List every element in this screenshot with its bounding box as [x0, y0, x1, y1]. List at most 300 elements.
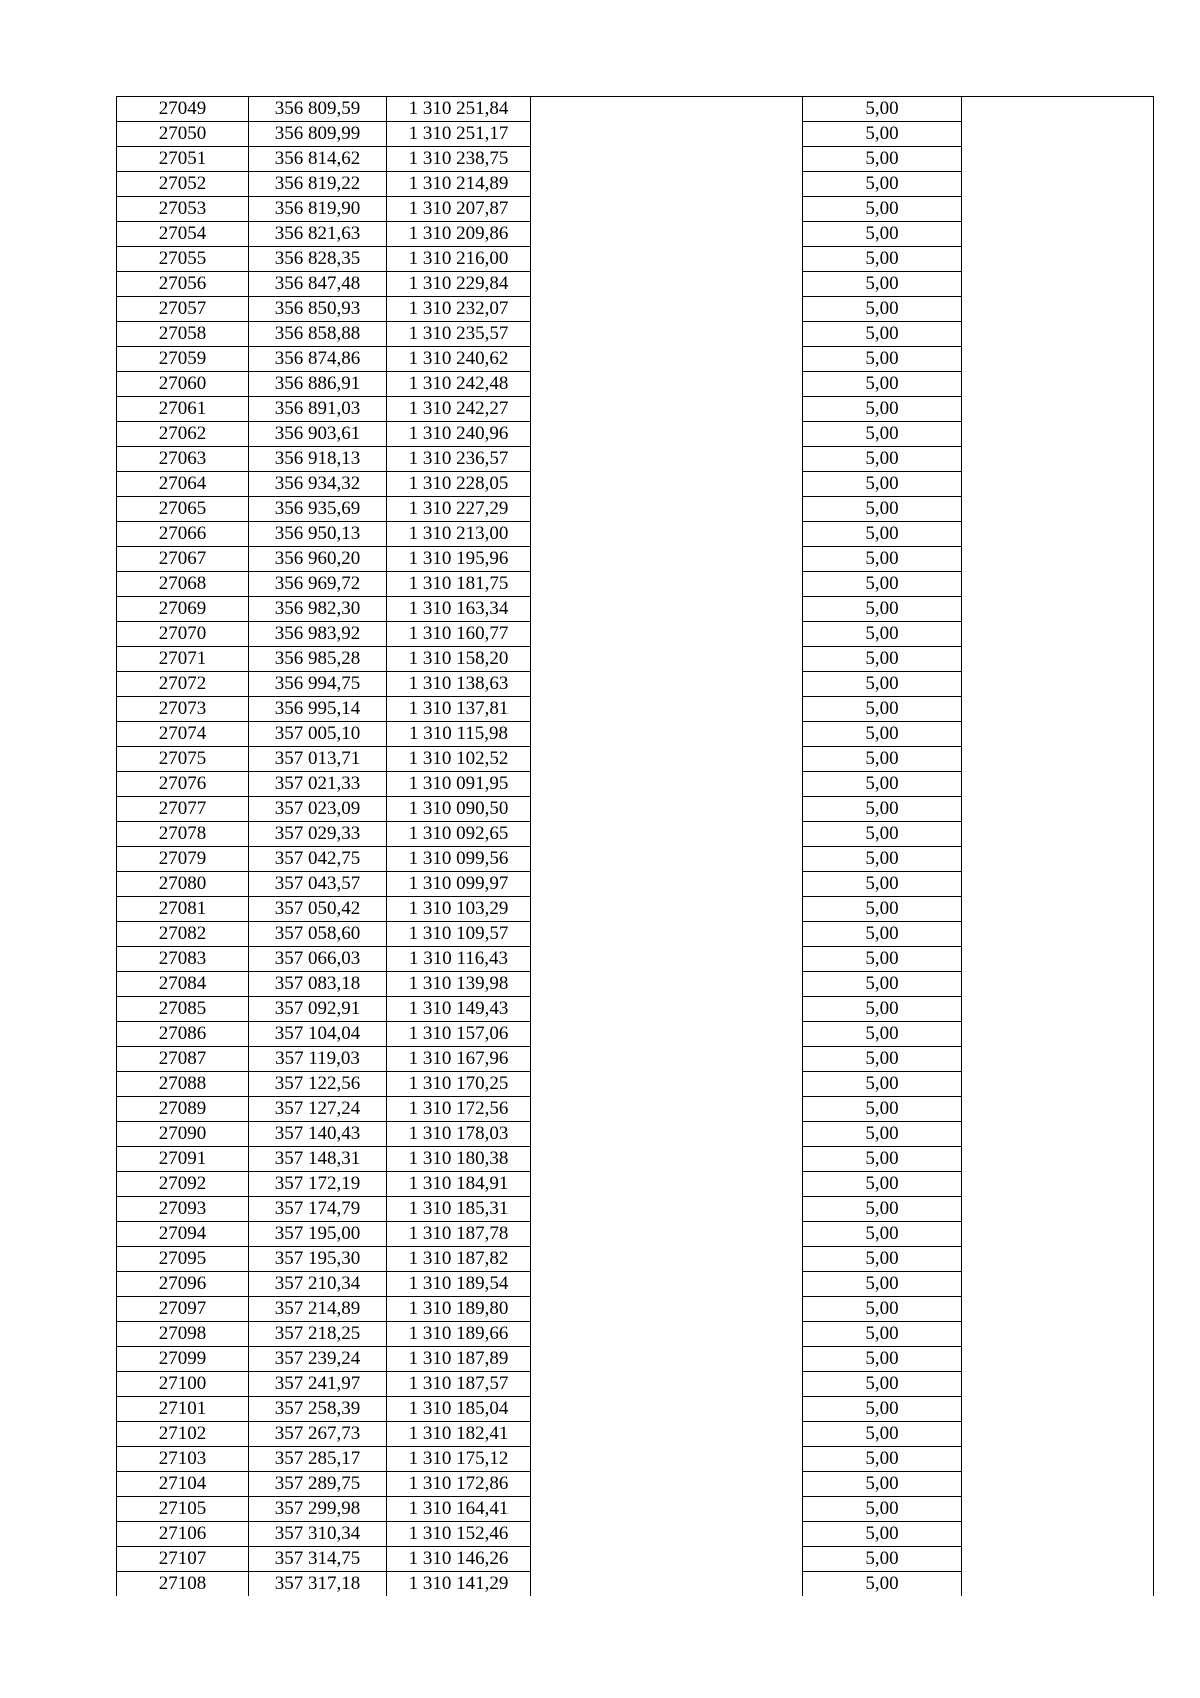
table-row	[117, 1547, 1154, 1572]
point-number-cell: 27098	[117, 1322, 249, 1347]
x-coordinate-cell: 357 021,33	[249, 772, 387, 797]
empty-cell	[531, 1097, 803, 1122]
empty-cell	[531, 247, 803, 272]
value-cell: 5,00	[803, 922, 962, 947]
empty-cell	[962, 572, 1154, 597]
y-coordinate-cell: 1 310 209,86	[387, 222, 531, 247]
empty-cell	[962, 1422, 1154, 1447]
empty-cell	[531, 197, 803, 222]
value-cell: 5,00	[803, 747, 962, 772]
empty-cell	[531, 1572, 803, 1597]
value-cell: 5,00	[803, 772, 962, 797]
point-number-cell: 27078	[117, 822, 249, 847]
empty-cell	[531, 122, 803, 147]
empty-cell	[962, 247, 1154, 272]
y-coordinate-cell: 1 310 185,04	[387, 1397, 531, 1422]
table-row	[117, 347, 1154, 372]
y-coordinate-cell: 1 310 158,20	[387, 647, 531, 672]
y-coordinate-cell: 1 310 141,29	[387, 1572, 531, 1597]
x-coordinate-cell: 357 210,34	[249, 1272, 387, 1297]
x-coordinate-cell: 356 809,99	[249, 122, 387, 147]
value-cell: 5,00	[803, 1322, 962, 1347]
table-row	[117, 1072, 1154, 1097]
empty-cell	[962, 697, 1154, 722]
empty-cell	[962, 672, 1154, 697]
empty-cell	[531, 1347, 803, 1372]
y-coordinate-cell: 1 310 152,46	[387, 1522, 531, 1547]
y-coordinate-cell: 1 310 092,65	[387, 822, 531, 847]
table-row	[117, 1272, 1154, 1297]
empty-cell	[531, 972, 803, 997]
x-coordinate-cell: 357 172,19	[249, 1172, 387, 1197]
y-coordinate-cell: 1 310 232,07	[387, 297, 531, 322]
y-coordinate-cell: 1 310 181,75	[387, 572, 531, 597]
y-coordinate-cell: 1 310 180,38	[387, 1147, 531, 1172]
empty-cell	[531, 1022, 803, 1047]
point-number-cell: 27051	[117, 147, 249, 172]
empty-cell	[962, 872, 1154, 897]
value-cell: 5,00	[803, 1022, 962, 1047]
table-row	[117, 572, 1154, 597]
table-row	[117, 1447, 1154, 1472]
value-cell: 5,00	[803, 622, 962, 647]
y-coordinate-cell: 1 310 187,57	[387, 1372, 531, 1397]
y-coordinate-cell: 1 310 251,17	[387, 122, 531, 147]
empty-cell	[962, 972, 1154, 997]
table-row	[117, 122, 1154, 147]
y-coordinate-cell: 1 310 195,96	[387, 547, 531, 572]
y-coordinate-cell: 1 310 207,87	[387, 197, 531, 222]
value-cell: 5,00	[803, 422, 962, 447]
x-coordinate-cell: 357 083,18	[249, 972, 387, 997]
y-coordinate-cell: 1 310 138,63	[387, 672, 531, 697]
empty-cell	[962, 147, 1154, 172]
y-coordinate-cell: 1 310 187,82	[387, 1247, 531, 1272]
point-number-cell: 27092	[117, 1172, 249, 1197]
empty-cell	[962, 997, 1154, 1022]
x-coordinate-cell: 357 289,75	[249, 1472, 387, 1497]
empty-cell	[962, 472, 1154, 497]
x-coordinate-cell: 357 029,33	[249, 822, 387, 847]
y-coordinate-cell: 1 310 163,34	[387, 597, 531, 622]
x-coordinate-cell: 357 013,71	[249, 747, 387, 772]
x-coordinate-cell: 356 994,75	[249, 672, 387, 697]
x-coordinate-cell: 357 148,31	[249, 1147, 387, 1172]
y-coordinate-cell: 1 310 214,89	[387, 172, 531, 197]
value-cell: 5,00	[803, 1547, 962, 1572]
value-cell: 5,00	[803, 1522, 962, 1547]
x-coordinate-cell: 357 214,89	[249, 1297, 387, 1322]
x-coordinate-cell: 357 058,60	[249, 922, 387, 947]
table-row	[117, 1572, 1154, 1597]
point-number-cell: 27054	[117, 222, 249, 247]
empty-cell	[962, 297, 1154, 322]
empty-cell	[962, 597, 1154, 622]
empty-cell	[531, 1447, 803, 1472]
y-coordinate-cell: 1 310 109,57	[387, 922, 531, 947]
value-cell: 5,00	[803, 872, 962, 897]
point-number-cell: 27082	[117, 922, 249, 947]
table-row	[117, 547, 1154, 572]
y-coordinate-cell: 1 310 115,98	[387, 722, 531, 747]
empty-cell	[962, 1447, 1154, 1472]
table-row	[117, 822, 1154, 847]
x-coordinate-cell: 356 891,03	[249, 397, 387, 422]
empty-cell	[962, 272, 1154, 297]
x-coordinate-cell: 357 317,18	[249, 1572, 387, 1597]
y-coordinate-cell: 1 310 157,06	[387, 1022, 531, 1047]
table-row	[117, 1497, 1154, 1522]
value-cell: 5,00	[803, 597, 962, 622]
point-number-cell: 27104	[117, 1472, 249, 1497]
table-row	[117, 422, 1154, 447]
empty-cell	[962, 1497, 1154, 1522]
y-coordinate-cell: 1 310 103,29	[387, 897, 531, 922]
table-row	[117, 1022, 1154, 1047]
table-row	[117, 747, 1154, 772]
empty-cell	[962, 1047, 1154, 1072]
value-cell: 5,00	[803, 722, 962, 747]
empty-cell	[531, 297, 803, 322]
point-number-cell: 27060	[117, 372, 249, 397]
empty-cell	[962, 1197, 1154, 1222]
empty-cell	[531, 447, 803, 472]
table-row	[117, 897, 1154, 922]
x-coordinate-cell: 357 122,56	[249, 1072, 387, 1097]
table-row	[117, 322, 1154, 347]
y-coordinate-cell: 1 310 137,81	[387, 697, 531, 722]
empty-cell	[531, 1547, 803, 1572]
x-coordinate-cell: 357 127,24	[249, 1097, 387, 1122]
point-number-cell: 27095	[117, 1247, 249, 1272]
value-cell: 5,00	[803, 1247, 962, 1272]
table-row	[117, 697, 1154, 722]
empty-cell	[962, 1247, 1154, 1272]
y-coordinate-cell: 1 310 164,41	[387, 1497, 531, 1522]
x-coordinate-cell: 357 258,39	[249, 1397, 387, 1422]
point-number-cell: 27067	[117, 547, 249, 572]
value-cell: 5,00	[803, 1497, 962, 1522]
value-cell: 5,00	[803, 1397, 962, 1422]
table-row	[117, 172, 1154, 197]
value-cell: 5,00	[803, 822, 962, 847]
table-row	[117, 972, 1154, 997]
y-coordinate-cell: 1 310 251,84	[387, 97, 531, 122]
y-coordinate-cell: 1 310 187,78	[387, 1222, 531, 1247]
y-coordinate-cell: 1 310 178,03	[387, 1122, 531, 1147]
empty-cell	[531, 597, 803, 622]
x-coordinate-cell: 357 285,17	[249, 1447, 387, 1472]
value-cell: 5,00	[803, 522, 962, 547]
empty-cell	[531, 822, 803, 847]
value-cell: 5,00	[803, 1047, 962, 1072]
empty-cell	[531, 672, 803, 697]
y-coordinate-cell: 1 310 099,97	[387, 872, 531, 897]
value-cell: 5,00	[803, 272, 962, 297]
empty-cell	[531, 1497, 803, 1522]
value-cell: 5,00	[803, 972, 962, 997]
value-cell: 5,00	[803, 997, 962, 1022]
value-cell: 5,00	[803, 1197, 962, 1222]
point-number-cell: 27063	[117, 447, 249, 472]
table-row	[117, 622, 1154, 647]
point-number-cell: 27068	[117, 572, 249, 597]
x-coordinate-cell: 356 969,72	[249, 572, 387, 597]
table-row	[117, 672, 1154, 697]
table-row	[117, 597, 1154, 622]
point-number-cell: 27090	[117, 1122, 249, 1147]
x-coordinate-cell: 356 995,14	[249, 697, 387, 722]
x-coordinate-cell: 356 847,48	[249, 272, 387, 297]
value-cell: 5,00	[803, 1172, 962, 1197]
empty-cell	[962, 372, 1154, 397]
empty-cell	[531, 1297, 803, 1322]
x-coordinate-cell: 357 310,34	[249, 1522, 387, 1547]
point-number-cell: 27094	[117, 1222, 249, 1247]
empty-cell	[531, 572, 803, 597]
point-number-cell: 27099	[117, 1347, 249, 1372]
y-coordinate-cell: 1 310 185,31	[387, 1197, 531, 1222]
empty-cell	[531, 1072, 803, 1097]
y-coordinate-cell: 1 310 229,84	[387, 272, 531, 297]
y-coordinate-cell: 1 310 236,57	[387, 447, 531, 472]
empty-cell	[962, 897, 1154, 922]
empty-cell	[962, 422, 1154, 447]
empty-cell	[531, 722, 803, 747]
value-cell: 5,00	[803, 247, 962, 272]
value-cell: 5,00	[803, 697, 962, 722]
empty-cell	[962, 1372, 1154, 1397]
point-number-cell: 27103	[117, 1447, 249, 1472]
point-number-cell: 27065	[117, 497, 249, 522]
empty-cell	[962, 647, 1154, 672]
x-coordinate-cell: 356 858,88	[249, 322, 387, 347]
x-coordinate-cell: 357 023,09	[249, 797, 387, 822]
x-coordinate-cell: 356 982,30	[249, 597, 387, 622]
coordinates-table	[116, 96, 1154, 1596]
point-number-cell: 27080	[117, 872, 249, 897]
point-number-cell: 27081	[117, 897, 249, 922]
point-number-cell: 27076	[117, 772, 249, 797]
table-row	[117, 297, 1154, 322]
value-cell: 5,00	[803, 647, 962, 672]
table-row	[117, 1172, 1154, 1197]
value-cell: 5,00	[803, 1297, 962, 1322]
x-coordinate-cell: 357 314,75	[249, 1547, 387, 1572]
value-cell: 5,00	[803, 1097, 962, 1122]
empty-cell	[962, 1122, 1154, 1147]
empty-cell	[962, 1022, 1154, 1047]
x-coordinate-cell: 356 985,28	[249, 647, 387, 672]
value-cell: 5,00	[803, 1347, 962, 1372]
empty-cell	[531, 1147, 803, 1172]
value-cell: 5,00	[803, 347, 962, 372]
table-row	[117, 922, 1154, 947]
empty-cell	[531, 547, 803, 572]
x-coordinate-cell: 357 241,97	[249, 1372, 387, 1397]
empty-cell	[531, 1122, 803, 1147]
x-coordinate-cell: 357 195,00	[249, 1222, 387, 1247]
point-number-cell: 27066	[117, 522, 249, 547]
table-row	[117, 1247, 1154, 1272]
y-coordinate-cell: 1 310 172,56	[387, 1097, 531, 1122]
point-number-cell: 27069	[117, 597, 249, 622]
empty-cell	[531, 497, 803, 522]
table-row	[117, 472, 1154, 497]
table-row	[117, 272, 1154, 297]
x-coordinate-cell: 356 819,90	[249, 197, 387, 222]
table-row	[117, 1097, 1154, 1122]
value-cell: 5,00	[803, 447, 962, 472]
point-number-cell: 27077	[117, 797, 249, 822]
table-row	[117, 1322, 1154, 1347]
point-number-cell: 27108	[117, 1572, 249, 1597]
empty-cell	[962, 122, 1154, 147]
value-cell: 5,00	[803, 172, 962, 197]
x-coordinate-cell: 356 935,69	[249, 497, 387, 522]
y-coordinate-cell: 1 310 213,00	[387, 522, 531, 547]
point-number-cell: 27052	[117, 172, 249, 197]
x-coordinate-cell: 356 903,61	[249, 422, 387, 447]
point-number-cell: 27096	[117, 1272, 249, 1297]
table-row	[117, 147, 1154, 172]
x-coordinate-cell: 356 960,20	[249, 547, 387, 572]
point-number-cell: 27091	[117, 1147, 249, 1172]
empty-cell	[531, 797, 803, 822]
point-number-cell: 27074	[117, 722, 249, 747]
table-row	[117, 1472, 1154, 1497]
value-cell: 5,00	[803, 222, 962, 247]
value-cell: 5,00	[803, 372, 962, 397]
y-coordinate-cell: 1 310 149,43	[387, 997, 531, 1022]
table-row	[117, 1222, 1154, 1247]
y-coordinate-cell: 1 310 242,48	[387, 372, 531, 397]
coordinates-table-body	[117, 97, 1154, 1597]
table-row	[117, 722, 1154, 747]
y-coordinate-cell: 1 310 139,98	[387, 972, 531, 997]
empty-cell	[531, 772, 803, 797]
x-coordinate-cell: 357 140,43	[249, 1122, 387, 1147]
y-coordinate-cell: 1 310 175,12	[387, 1447, 531, 1472]
y-coordinate-cell: 1 310 240,96	[387, 422, 531, 447]
y-coordinate-cell: 1 310 189,80	[387, 1297, 531, 1322]
table-row	[117, 1397, 1154, 1422]
point-number-cell: 27088	[117, 1072, 249, 1097]
empty-cell	[962, 797, 1154, 822]
point-number-cell: 27105	[117, 1497, 249, 1522]
x-coordinate-cell: 357 174,79	[249, 1197, 387, 1222]
x-coordinate-cell: 356 828,35	[249, 247, 387, 272]
point-number-cell: 27084	[117, 972, 249, 997]
empty-cell	[962, 922, 1154, 947]
table-row	[117, 447, 1154, 472]
empty-cell	[531, 1397, 803, 1422]
point-number-cell: 27050	[117, 122, 249, 147]
empty-cell	[531, 422, 803, 447]
empty-cell	[531, 622, 803, 647]
x-coordinate-cell: 356 874,86	[249, 347, 387, 372]
x-coordinate-cell: 357 299,98	[249, 1497, 387, 1522]
table-row	[117, 872, 1154, 897]
empty-cell	[962, 1347, 1154, 1372]
point-number-cell: 27083	[117, 947, 249, 972]
empty-cell	[531, 147, 803, 172]
y-coordinate-cell: 1 310 189,66	[387, 1322, 531, 1347]
empty-cell	[962, 1147, 1154, 1172]
empty-cell	[531, 1372, 803, 1397]
empty-cell	[531, 397, 803, 422]
y-coordinate-cell: 1 310 091,95	[387, 772, 531, 797]
empty-cell	[962, 1097, 1154, 1122]
point-number-cell: 27073	[117, 697, 249, 722]
empty-cell	[531, 922, 803, 947]
x-coordinate-cell: 357 005,10	[249, 722, 387, 747]
empty-cell	[531, 647, 803, 672]
x-coordinate-cell: 357 050,42	[249, 897, 387, 922]
empty-cell	[531, 172, 803, 197]
value-cell: 5,00	[803, 897, 962, 922]
value-cell: 5,00	[803, 847, 962, 872]
point-number-cell: 27102	[117, 1422, 249, 1447]
y-coordinate-cell: 1 310 227,29	[387, 497, 531, 522]
empty-cell	[962, 347, 1154, 372]
value-cell: 5,00	[803, 97, 962, 122]
empty-cell	[962, 547, 1154, 572]
empty-cell	[531, 1172, 803, 1197]
value-cell: 5,00	[803, 672, 962, 697]
empty-cell	[962, 747, 1154, 772]
x-coordinate-cell: 356 819,22	[249, 172, 387, 197]
empty-cell	[962, 772, 1154, 797]
empty-cell	[962, 397, 1154, 422]
point-number-cell: 27079	[117, 847, 249, 872]
point-number-cell: 27071	[117, 647, 249, 672]
empty-cell	[962, 1172, 1154, 1197]
value-cell: 5,00	[803, 122, 962, 147]
point-number-cell: 27057	[117, 297, 249, 322]
y-coordinate-cell: 1 310 238,75	[387, 147, 531, 172]
table-row	[117, 522, 1154, 547]
x-coordinate-cell: 356 821,63	[249, 222, 387, 247]
value-cell: 5,00	[803, 547, 962, 572]
empty-cell	[962, 322, 1154, 347]
empty-cell	[531, 1222, 803, 1247]
empty-cell	[962, 97, 1154, 122]
empty-cell	[962, 497, 1154, 522]
table-row	[117, 1347, 1154, 1372]
y-coordinate-cell: 1 310 184,91	[387, 1172, 531, 1197]
x-coordinate-cell: 357 092,91	[249, 997, 387, 1022]
point-number-cell: 27086	[117, 1022, 249, 1047]
empty-cell	[962, 1272, 1154, 1297]
empty-cell	[962, 622, 1154, 647]
point-number-cell: 27061	[117, 397, 249, 422]
x-coordinate-cell: 356 850,93	[249, 297, 387, 322]
x-coordinate-cell: 356 950,13	[249, 522, 387, 547]
value-cell: 5,00	[803, 1422, 962, 1447]
empty-cell	[962, 1222, 1154, 1247]
empty-cell	[531, 97, 803, 122]
table-row	[117, 647, 1154, 672]
value-cell: 5,00	[803, 1272, 962, 1297]
value-cell: 5,00	[803, 1122, 962, 1147]
point-number-cell: 27093	[117, 1197, 249, 1222]
x-coordinate-cell: 356 918,13	[249, 447, 387, 472]
empty-cell	[962, 1322, 1154, 1347]
table-row	[117, 222, 1154, 247]
value-cell: 5,00	[803, 797, 962, 822]
empty-cell	[531, 697, 803, 722]
